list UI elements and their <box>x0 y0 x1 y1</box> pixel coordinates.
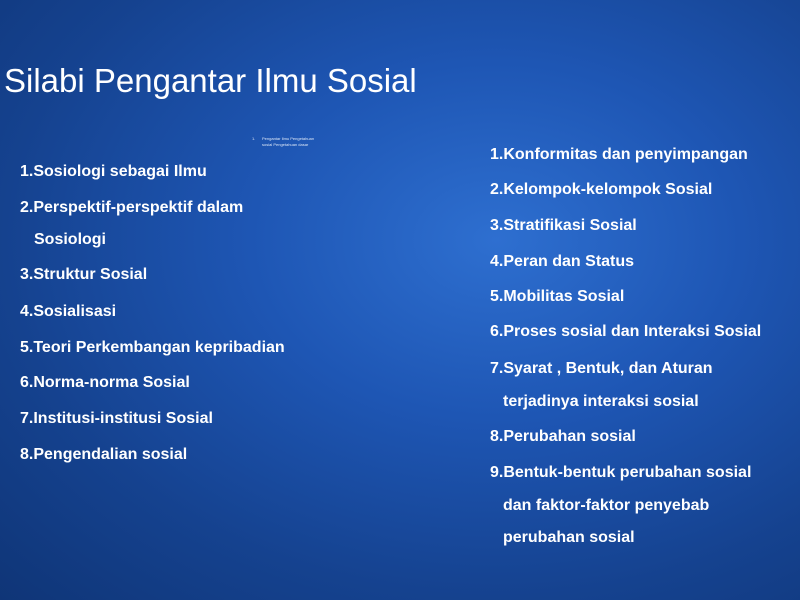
right-list-item-continuation: terjadinya interaksi sosial <box>503 393 699 410</box>
tiny-note-line: Pengantar Ilmu Pengetahuan <box>262 136 315 141</box>
right-list-item: 7.Syarat , Bentuk, dan Aturan <box>490 360 713 377</box>
slide-title: Silabi Pengantar Ilmu Sosial <box>4 62 417 99</box>
right-list-item: 8.Perubahan sosial <box>490 428 636 445</box>
right-list-item: 3.Stratifikasi Sosial <box>490 217 637 234</box>
right-list-item: 5.Mobilitas Sosial <box>490 288 625 305</box>
right-list-item: 9.Bentuk-bentuk perubahan sosial <box>490 464 752 481</box>
left-list-item-continuation: Sosiologi <box>34 231 106 248</box>
tiny-note-marker: 1. <box>252 136 256 141</box>
right-list-item: 2.Kelompok-kelompok Sosial <box>490 181 713 198</box>
tiny-note-line: sosial Pengetahuan dasar <box>262 142 309 147</box>
left-list-item: 1.Sosiologi sebagai Ilmu <box>20 163 207 180</box>
right-list-item: 1.Konformitas dan penyimpangan <box>490 146 748 163</box>
left-list-item: 4.Sosialisasi <box>20 303 117 320</box>
right-list-item-continuation: perubahan sosial <box>503 529 635 546</box>
right-list-item: 6.Proses sosial dan Interaksi Sosial <box>490 323 762 340</box>
left-list-item: 2.Perspektif-perspektif dalam <box>20 199 244 216</box>
right-list-item: 4.Peran dan Status <box>490 253 635 270</box>
left-list-item: 5.Teori Perkembangan kepribadian <box>20 339 285 356</box>
left-list-item: 3.Struktur Sosial <box>20 266 148 283</box>
left-list-item: 6.Norma-norma Sosial <box>20 374 190 391</box>
left-list-item: 8.Pengendalian sosial <box>20 446 188 463</box>
right-list-item-continuation: dan faktor-faktor penyebab <box>503 497 710 514</box>
left-list-item: 7.Institusi-institusi Sosial <box>20 410 213 427</box>
